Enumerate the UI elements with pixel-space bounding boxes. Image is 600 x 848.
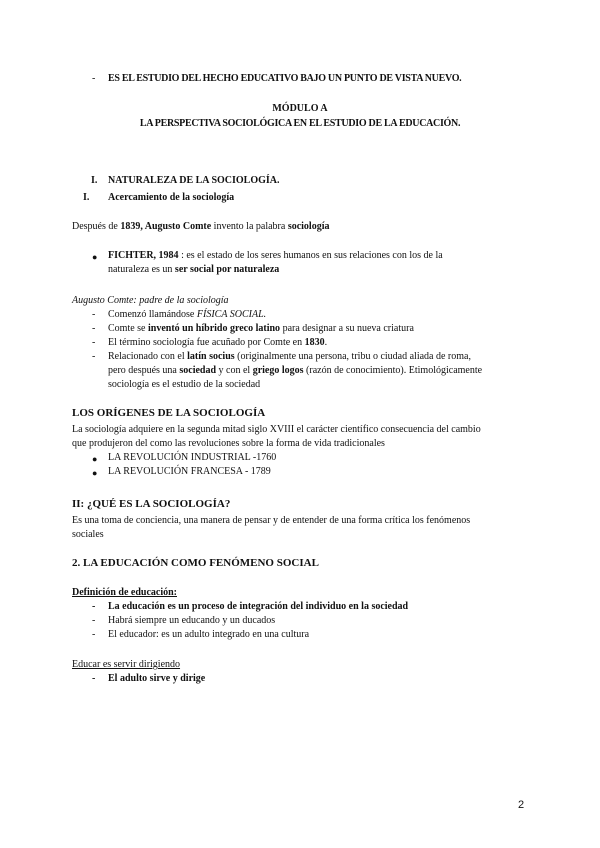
comte-dash-1: - — [92, 309, 96, 320]
comte-item4-text-c: (originalmente una persona, tribu o ciudad aliada de roma, — [234, 351, 471, 362]
origins-item-1: LA REVOLUCIÓN INDUSTRIAL -1760 — [108, 452, 277, 463]
definition-dash-1: - — [92, 601, 96, 612]
origins-title: LOS ORÍGENES DE LA SOCIOLOGÍA — [72, 407, 266, 419]
comte-item4-bold-latin: latín socius — [187, 351, 235, 362]
comte-item4-line3: sociología es el estudio de la sociedad — [108, 379, 261, 390]
comte-item4-text-d: pero después una — [108, 365, 180, 376]
comte-item3-text-a: El término sociología fue acuñado por Comte en — [108, 337, 305, 348]
comte-dash-4: - — [92, 351, 96, 362]
origins-line1: La sociología adquiere en la segunda mitad siglo XVIII el carácter científico consecuencia del cambio — [72, 424, 481, 435]
educar-item: El adulto sirve y dirige — [108, 673, 206, 684]
fichter-name: FICHTER, 1984 — [108, 250, 179, 261]
comte-dash-2: - — [92, 323, 96, 334]
para1-bold-word: sociología — [287, 221, 330, 232]
comte-item4-bold-sociedad: sociedad — [179, 365, 217, 376]
definition-dash-3: - — [92, 629, 96, 640]
comte-item4-text-f: y con el — [216, 365, 253, 376]
definition-title: Definición de educación: — [72, 587, 177, 598]
fichter-text1: : es el estado de los seres humanos en sus relaciones con los de la — [178, 250, 443, 261]
para1-text-a: Después de — [72, 221, 121, 232]
origins-bullet-1: ● — [92, 454, 98, 464]
fichter-bullet: ● — [92, 252, 98, 262]
section1-title: NATURALEZA DE LA SOCIOLOGÍA. — [108, 175, 280, 186]
comte-item3-bold: 1830 — [304, 337, 325, 348]
paragraph-comte — [72, 220, 329, 234]
fichter-text2a: naturaleza es un — [108, 264, 175, 275]
comte-heading: Augusto Comte: padre de la sociología — [72, 295, 229, 306]
section2-line1: Es una toma de conciencia, una manera de pensar y de entender de una forma crítica los fenómenos — [72, 515, 471, 526]
comte-item4-bold-griego: griego logos — [252, 365, 304, 376]
comte-item4-line2 — [108, 364, 558, 378]
section3-title: 2. LA EDUCACIÓN COMO FENÓMENO SOCIAL — [72, 557, 319, 569]
top-item-dash: - — [92, 73, 96, 84]
comte-item4-line1 — [108, 350, 558, 364]
module-title: MÓDULO A — [272, 103, 328, 114]
fichter-item — [108, 249, 548, 277]
comte-item-3 — [108, 336, 327, 350]
section1-number: I. — [91, 175, 98, 186]
comte-item2-text-c: para designar a su nueva criatura — [280, 323, 414, 334]
comte-item4-text-a: Relacionado con el — [108, 351, 188, 362]
origins-item-2: LA REVOLUCIÓN FRANCESA - 1789 — [108, 466, 271, 477]
definition-item-2: Habrá siempre un educando y un ducados — [108, 615, 276, 626]
comte-item-1 — [108, 308, 266, 322]
definition-item-3: El educador: es un adulto integrado en una cultura — [108, 629, 310, 640]
section2-line2: sociales — [72, 529, 104, 540]
comte-item-2 — [108, 322, 414, 336]
para1-text-c: invento la palabra — [211, 221, 288, 232]
definition-item-1: La educación es un proceso de integración del individuo en la sociedad — [108, 601, 409, 612]
section2-title: II: ¿QUÉ ES LA SOCIOLOGÍA? — [72, 498, 231, 510]
page-number: 2 — [518, 799, 525, 811]
educar-title: Educar es servir dirigiendo — [72, 659, 181, 670]
origins-bullet-2: ● — [92, 468, 98, 478]
top-item-text: ES EL ESTUDIO DEL HECHO EDUCATIVO BAJO UN PUNTO DE VISTA NUEVO. — [108, 73, 462, 84]
comte-dash-3: - — [92, 337, 96, 348]
comte-item4-text-h: (razón de conocimiento). Etimológicamente — [303, 365, 483, 376]
definition-dash-2: - — [92, 615, 96, 626]
comte-item1-italic: FÍSICA SOCIAL. — [196, 309, 267, 320]
comte-item2-bold: inventó un híbrido greco latino — [148, 323, 281, 334]
section1-sub-number: I. — [83, 192, 90, 203]
fichter-text2b: ser social por naturaleza — [174, 264, 280, 275]
fichter-line1 — [108, 249, 548, 263]
para1-bold-date: 1839, Augusto Comte — [120, 221, 212, 232]
comte-item-4 — [108, 350, 558, 392]
module-subtitle: LA PERSPECTIVA SOCIOLÓGICA EN EL ESTUDIO DE LA EDUCACIÓN. — [139, 118, 461, 129]
origins-line2: que produjeron del como las revoluciones sobre la forma de vida tradicionales — [72, 438, 385, 449]
comte-item3-text-c: . — [324, 337, 328, 348]
comte-item1-text: Comenzó llamándose — [108, 309, 197, 320]
section1-sub-title: Acercamiento de la sociología — [108, 192, 235, 203]
educar-dash: - — [92, 673, 96, 684]
comte-item2-text-a: Comte se — [108, 323, 148, 334]
fichter-line2 — [108, 263, 548, 277]
